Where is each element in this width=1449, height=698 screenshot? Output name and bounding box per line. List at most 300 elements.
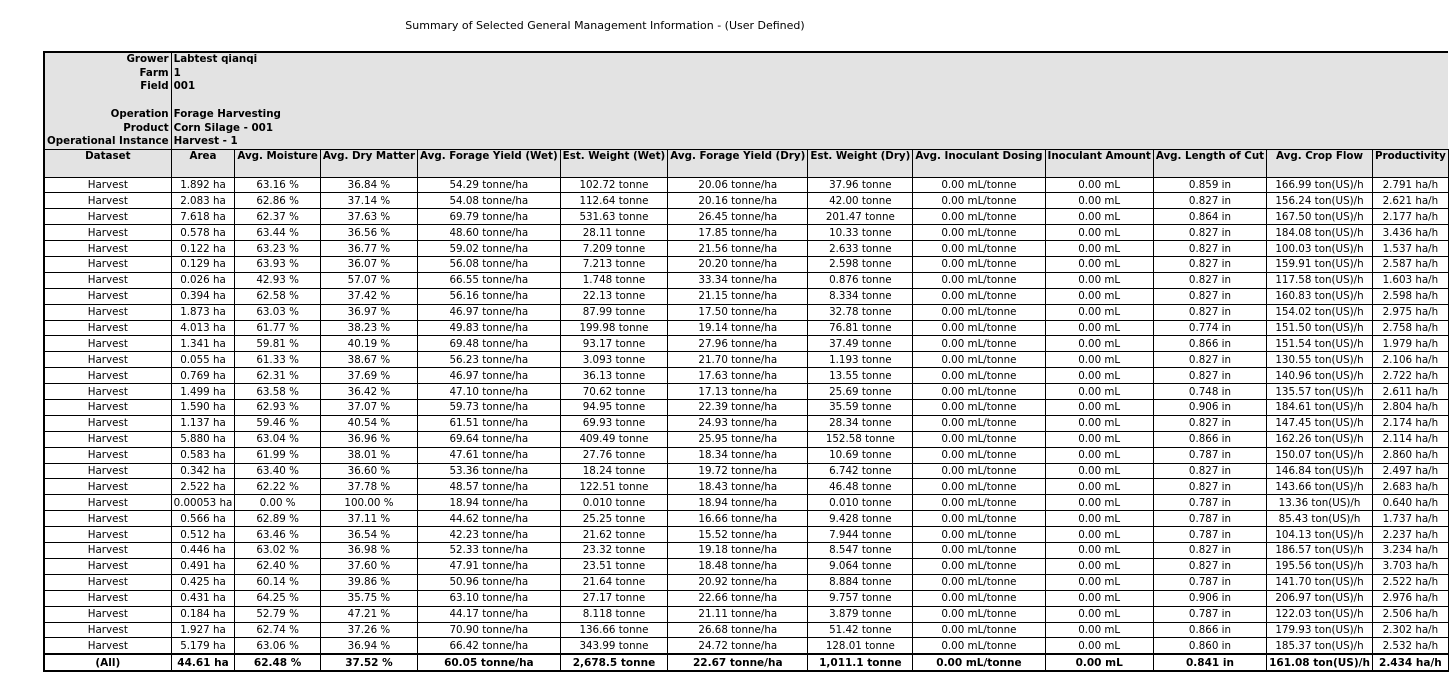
table-cell: 0.425 ha	[171, 574, 235, 590]
table-cell: 1.193 tonne	[808, 352, 913, 368]
table-cell: 0.00 mL	[1045, 304, 1153, 320]
table-cell: 36.07 %	[320, 257, 417, 273]
table-cell: 409.49 tonne	[560, 431, 668, 447]
table-cell: 2.177 ha/h	[1372, 209, 1448, 225]
table-cell: 2.114 ha/h	[1372, 431, 1448, 447]
table-cell: 0.00 mL/tonne	[913, 543, 1045, 559]
table-cell: 0.00 mL	[1045, 574, 1153, 590]
table-cell: 63.46 %	[235, 527, 320, 543]
table-row	[44, 225, 1448, 241]
table-row	[44, 590, 1448, 606]
table-cell: 53.36 tonne/ha	[418, 463, 561, 479]
table-cell: 0.010 tonne	[808, 495, 913, 511]
table-cell: Harvest	[44, 495, 171, 511]
table-cell: 38.67 %	[320, 352, 417, 368]
table-cell: 0.00 mL	[1045, 431, 1153, 447]
table-cell: 2.633 tonne	[808, 241, 913, 257]
table-cell: 20.92 tonne/ha	[668, 574, 808, 590]
table-cell: 7.944 tonne	[808, 527, 913, 543]
table-cell: 37.26 %	[320, 622, 417, 638]
table-row	[44, 241, 1448, 257]
table-cell: 52.33 tonne/ha	[418, 543, 561, 559]
table-cell: 13.36 ton(US)/h	[1267, 495, 1373, 511]
table-cell: 206.97 ton(US)/h	[1267, 590, 1373, 606]
table-cell: 136.66 tonne	[560, 622, 668, 638]
table-cell: 0.787 in	[1153, 527, 1266, 543]
table-cell: 60.14 %	[235, 574, 320, 590]
table-cell: 104.13 ton(US)/h	[1267, 527, 1373, 543]
table-cell: 0.00 mL	[1045, 590, 1153, 606]
table-cell: 63.03 %	[235, 304, 320, 320]
table-row	[44, 352, 1448, 368]
table-cell: 63.40 %	[235, 463, 320, 479]
table-cell: 2.174 ha/h	[1372, 415, 1448, 431]
table-cell: 0.769 ha	[171, 368, 235, 384]
table-cell: Harvest	[44, 384, 171, 400]
table-cell: 112.64 tonne	[560, 193, 668, 209]
info-value: 001	[171, 80, 1448, 94]
table-cell: 0.00 mL	[1045, 415, 1153, 431]
table-cell: 2.497 ha/h	[1372, 463, 1448, 479]
info-label: Operational Instance	[44, 135, 171, 149]
table-cell: 2.804 ha/h	[1372, 400, 1448, 416]
column-header: Area	[171, 149, 235, 177]
table-cell: 40.54 %	[320, 415, 417, 431]
table-cell: 0.787 in	[1153, 447, 1266, 463]
table-cell: 0.00 mL	[1045, 400, 1153, 416]
table-cell: 24.93 tonne/ha	[668, 415, 808, 431]
table-cell: 26.45 tonne/ha	[668, 209, 808, 225]
table-cell: 46.48 tonne	[808, 479, 913, 495]
table-cell: 47.61 tonne/ha	[418, 447, 561, 463]
total-row	[44, 654, 1448, 671]
table-cell: 15.52 tonne/ha	[668, 527, 808, 543]
table-cell: 0.00 mL/tonne	[913, 415, 1045, 431]
table-cell: 2.722 ha/h	[1372, 368, 1448, 384]
table-cell: 25.69 tonne	[808, 384, 913, 400]
table-cell: 21.62 tonne	[560, 527, 668, 543]
table-cell: 61.99 %	[235, 447, 320, 463]
table-row	[44, 543, 1448, 559]
table-cell: 36.84 %	[320, 177, 417, 193]
table-cell: 0.827 in	[1153, 272, 1266, 288]
table-cell: 85.43 ton(US)/h	[1267, 511, 1373, 527]
total-cell: 0.841 in	[1153, 654, 1266, 671]
table-cell: 87.99 tonne	[560, 304, 668, 320]
table-cell: 160.83 ton(US)/h	[1267, 288, 1373, 304]
info-row	[44, 135, 1448, 149]
table-cell: 18.48 tonne/ha	[668, 558, 808, 574]
total-cell: 37.52 %	[320, 654, 417, 671]
info-row	[44, 108, 1448, 122]
table-cell: 1.590 ha	[171, 400, 235, 416]
total-cell: 2,678.5 tonne	[560, 654, 668, 671]
table-cell: 19.72 tonne/ha	[668, 463, 808, 479]
table-cell: Harvest	[44, 606, 171, 622]
table-cell: 63.23 %	[235, 241, 320, 257]
table-cell: 0.774 in	[1153, 320, 1266, 336]
table-cell: 22.39 tonne/ha	[668, 400, 808, 416]
table-cell: 62.89 %	[235, 511, 320, 527]
table-cell: 0.827 in	[1153, 368, 1266, 384]
table-cell: 62.40 %	[235, 558, 320, 574]
table-cell: 63.44 %	[235, 225, 320, 241]
table-row	[44, 288, 1448, 304]
table-cell: 59.46 %	[235, 415, 320, 431]
table-cell: 36.77 %	[320, 241, 417, 257]
table-cell: 1.748 tonne	[560, 272, 668, 288]
table-cell: 0.827 in	[1153, 225, 1266, 241]
table-cell: 0.00 mL/tonne	[913, 177, 1045, 193]
table-cell: 8.884 tonne	[808, 574, 913, 590]
table-cell: 0.00 mL	[1045, 447, 1153, 463]
table-cell: 0.787 in	[1153, 574, 1266, 590]
info-label: Farm	[44, 67, 171, 81]
table-cell: 2.860 ha/h	[1372, 447, 1448, 463]
table-cell: 62.86 %	[235, 193, 320, 209]
table-cell: 66.42 tonne/ha	[418, 638, 561, 654]
table-cell: 0.00 mL	[1045, 527, 1153, 543]
table-cell: 166.99 ton(US)/h	[1267, 177, 1373, 193]
table-row	[44, 479, 1448, 495]
table-cell: 0.00 mL/tonne	[913, 352, 1045, 368]
table-cell: 3.879 tonne	[808, 606, 913, 622]
table-row	[44, 320, 1448, 336]
table-cell: Harvest	[44, 400, 171, 416]
table-row	[44, 527, 1448, 543]
table-cell: 0.00 mL	[1045, 606, 1153, 622]
table-cell: 195.56 ton(US)/h	[1267, 558, 1373, 574]
table-cell: 22.13 tonne	[560, 288, 668, 304]
table-cell: 33.34 tonne/ha	[668, 272, 808, 288]
table-cell: 0.578 ha	[171, 225, 235, 241]
table-cell: 150.07 ton(US)/h	[1267, 447, 1373, 463]
table-cell: 23.32 tonne	[560, 543, 668, 559]
table-cell: 0.859 in	[1153, 177, 1266, 193]
table-cell: 162.26 ton(US)/h	[1267, 431, 1373, 447]
table-cell: Harvest	[44, 479, 171, 495]
table-cell: 32.78 tonne	[808, 304, 913, 320]
info-block	[44, 52, 1448, 149]
table-cell: 0.00 mL/tonne	[913, 590, 1045, 606]
table-cell: 0.866 in	[1153, 336, 1266, 352]
table-cell: 1.979 ha/h	[1372, 336, 1448, 352]
total-cell: 60.05 tonne/ha	[418, 654, 561, 671]
table-cell: 0.446 ha	[171, 543, 235, 559]
table-cell: 94.95 tonne	[560, 400, 668, 416]
table-cell: 0.00 mL/tonne	[913, 638, 1045, 654]
table-cell: Harvest	[44, 511, 171, 527]
table-cell: 0.00 mL	[1045, 352, 1153, 368]
table-cell: 46.97 tonne/ha	[418, 368, 561, 384]
table-cell: 27.17 tonne	[560, 590, 668, 606]
table-cell: 2.302 ha/h	[1372, 622, 1448, 638]
table-cell: 0.00 mL/tonne	[913, 400, 1045, 416]
table-cell: 102.72 tonne	[560, 177, 668, 193]
table-cell: Harvest	[44, 368, 171, 384]
table-cell: 0.010 tonne	[560, 495, 668, 511]
table-cell: 0.00 mL/tonne	[913, 558, 1045, 574]
table-cell: 2.237 ha/h	[1372, 527, 1448, 543]
table-cell: 47.10 tonne/ha	[418, 384, 561, 400]
table-cell: Harvest	[44, 543, 171, 559]
table-cell: 2.106 ha/h	[1372, 352, 1448, 368]
table-cell: 151.50 ton(US)/h	[1267, 320, 1373, 336]
table-cell: 0.00 mL	[1045, 622, 1153, 638]
table-cell: 117.58 ton(US)/h	[1267, 272, 1373, 288]
column-header: Avg. Forage Yield (Wet)	[418, 149, 561, 177]
table-row	[44, 574, 1448, 590]
table-cell: 9.064 tonne	[808, 558, 913, 574]
table-cell: 154.02 ton(US)/h	[1267, 304, 1373, 320]
table-cell: 0.827 in	[1153, 558, 1266, 574]
table-cell: 0.860 in	[1153, 638, 1266, 654]
table-cell: 2.976 ha/h	[1372, 590, 1448, 606]
table-cell: 56.16 tonne/ha	[418, 288, 561, 304]
table-cell: Harvest	[44, 415, 171, 431]
table-cell: 0.00 mL/tonne	[913, 288, 1045, 304]
table-cell: 36.60 %	[320, 463, 417, 479]
table-cell: 0.00 mL	[1045, 320, 1153, 336]
column-header: Inoculant Amount	[1045, 149, 1153, 177]
table-row	[44, 384, 1448, 400]
table-cell: 8.547 tonne	[808, 543, 913, 559]
column-header: Est. Weight (Wet)	[560, 149, 668, 177]
table-row	[44, 400, 1448, 416]
table-row	[44, 209, 1448, 225]
table-cell: 0.827 in	[1153, 193, 1266, 209]
table-cell: 0.00 mL/tonne	[913, 622, 1045, 638]
table-cell: 47.91 tonne/ha	[418, 558, 561, 574]
table-cell: 122.03 ton(US)/h	[1267, 606, 1373, 622]
table-cell: 17.63 tonne/ha	[668, 368, 808, 384]
table-cell: 152.58 tonne	[808, 431, 913, 447]
total-cell: (All)	[44, 654, 171, 671]
info-row	[44, 121, 1448, 135]
table-cell: 143.66 ton(US)/h	[1267, 479, 1373, 495]
total-cell: 0.00 mL	[1045, 654, 1153, 671]
table-cell: Harvest	[44, 574, 171, 590]
table-cell: 1.892 ha	[171, 177, 235, 193]
table-cell: 0.00 mL/tonne	[913, 209, 1045, 225]
table-cell: 0.00 mL	[1045, 368, 1153, 384]
table-cell: 0.342 ha	[171, 463, 235, 479]
table-cell: 0.827 in	[1153, 479, 1266, 495]
table-cell: 0.00 mL/tonne	[913, 574, 1045, 590]
table-cell: 0.00 mL/tonne	[913, 193, 1045, 209]
table-cell: 159.91 ton(US)/h	[1267, 257, 1373, 273]
table-cell: 36.54 %	[320, 527, 417, 543]
table-cell: 0.00 mL/tonne	[913, 272, 1045, 288]
table-cell: 0.026 ha	[171, 272, 235, 288]
table-cell: Harvest	[44, 257, 171, 273]
table-cell: 0.00 mL	[1045, 193, 1153, 209]
table-cell: 23.51 tonne	[560, 558, 668, 574]
column-header: Dataset	[44, 149, 171, 177]
total-cell: 161.08 ton(US)/h	[1267, 654, 1373, 671]
column-header-row	[44, 149, 1448, 177]
table-cell: Harvest	[44, 352, 171, 368]
info-label: Product	[44, 121, 171, 135]
table-cell: 156.24 ton(US)/h	[1267, 193, 1373, 209]
table-row	[44, 193, 1448, 209]
table-cell: 122.51 tonne	[560, 479, 668, 495]
table-cell: 0.00 mL/tonne	[913, 336, 1045, 352]
table-cell: 6.742 tonne	[808, 463, 913, 479]
info-label: Field	[44, 80, 171, 94]
table-cell: 0.00 mL/tonne	[913, 225, 1045, 241]
table-cell: 2.975 ha/h	[1372, 304, 1448, 320]
table-cell: 0.122 ha	[171, 241, 235, 257]
table-cell: 9.428 tonne	[808, 511, 913, 527]
info-row	[44, 94, 1448, 108]
info-row	[44, 52, 1448, 67]
table-cell: 38.01 %	[320, 447, 417, 463]
table-cell: 50.96 tonne/ha	[418, 574, 561, 590]
table-cell: 62.31 %	[235, 368, 320, 384]
table-cell: 0.00 mL	[1045, 558, 1153, 574]
table-cell: 3.436 ha/h	[1372, 225, 1448, 241]
table-cell: 17.85 tonne/ha	[668, 225, 808, 241]
table-cell: Harvest	[44, 638, 171, 654]
table-cell: 19.18 tonne/ha	[668, 543, 808, 559]
table-cell: 1.499 ha	[171, 384, 235, 400]
table-cell: 54.08 tonne/ha	[418, 193, 561, 209]
table-cell: 130.55 ton(US)/h	[1267, 352, 1373, 368]
report-title: Summary of Selected General Management Information - (User Defined)	[405, 19, 805, 32]
column-header: Avg. Forage Yield (Dry)	[668, 149, 808, 177]
table-cell: 0.00 mL/tonne	[913, 527, 1045, 543]
table-cell: 0.00 mL	[1045, 272, 1153, 288]
table-cell: 62.74 %	[235, 622, 320, 638]
table-cell: 186.57 ton(US)/h	[1267, 543, 1373, 559]
table-cell: 21.56 tonne/ha	[668, 241, 808, 257]
table-cell: 100.03 ton(US)/h	[1267, 241, 1373, 257]
table-cell: 0.00 mL	[1045, 384, 1153, 400]
table-cell: 36.94 %	[320, 638, 417, 654]
table-cell: 0.00 mL/tonne	[913, 606, 1045, 622]
table-cell: 2.791 ha/h	[1372, 177, 1448, 193]
table-cell: 25.95 tonne/ha	[668, 431, 808, 447]
table-cell: 0.184 ha	[171, 606, 235, 622]
table-row	[44, 495, 1448, 511]
table-cell: 42.00 tonne	[808, 193, 913, 209]
table-row	[44, 415, 1448, 431]
table-cell: Harvest	[44, 558, 171, 574]
table-cell: 10.69 tonne	[808, 447, 913, 463]
table-cell: 2.683 ha/h	[1372, 479, 1448, 495]
table-row	[44, 638, 1448, 654]
table-cell: 63.16 %	[235, 177, 320, 193]
table-cell: 13.55 tonne	[808, 368, 913, 384]
table-cell: 0.827 in	[1153, 241, 1266, 257]
table-cell: 2.598 ha/h	[1372, 288, 1448, 304]
table-cell: 38.23 %	[320, 320, 417, 336]
total-cell: 44.61 ha	[171, 654, 235, 671]
table-cell: 167.50 ton(US)/h	[1267, 209, 1373, 225]
total-cell: 1,011.1 tonne	[808, 654, 913, 671]
table-cell: 59.02 tonne/ha	[418, 241, 561, 257]
table-cell: 48.57 tonne/ha	[418, 479, 561, 495]
table-cell: 1.341 ha	[171, 336, 235, 352]
table-cell: Harvest	[44, 447, 171, 463]
column-header: Avg. Crop Flow	[1267, 149, 1373, 177]
table-cell: 2.587 ha/h	[1372, 257, 1448, 273]
table-row	[44, 463, 1448, 479]
table-cell: 20.06 tonne/ha	[668, 177, 808, 193]
table-row	[44, 622, 1448, 638]
table-cell: 40.19 %	[320, 336, 417, 352]
table-cell: 0.748 in	[1153, 384, 1266, 400]
table-cell: 36.42 %	[320, 384, 417, 400]
table-cell: 9.757 tonne	[808, 590, 913, 606]
table-cell: 0.827 in	[1153, 288, 1266, 304]
table-cell: 5.880 ha	[171, 431, 235, 447]
table-cell: 54.29 tonne/ha	[418, 177, 561, 193]
table-cell: Harvest	[44, 463, 171, 479]
table-cell: 128.01 tonne	[808, 638, 913, 654]
table-cell: 49.83 tonne/ha	[418, 320, 561, 336]
table-cell: 16.66 tonne/ha	[668, 511, 808, 527]
table-cell: 0.827 in	[1153, 463, 1266, 479]
table-cell: 48.60 tonne/ha	[418, 225, 561, 241]
table-cell: 7.213 tonne	[560, 257, 668, 273]
table-cell: 0.00 mL	[1045, 257, 1153, 273]
table-cell: 10.33 tonne	[808, 225, 913, 241]
table-cell: 64.25 %	[235, 590, 320, 606]
table-row	[44, 304, 1448, 320]
table-cell: 18.94 tonne/ha	[418, 495, 561, 511]
table-cell: 28.34 tonne	[808, 415, 913, 431]
column-header: Avg. Inoculant Dosing	[913, 149, 1045, 177]
table-cell: 17.50 tonne/ha	[668, 304, 808, 320]
table-cell: 0.827 in	[1153, 304, 1266, 320]
table-cell: 0.00 mL	[1045, 336, 1153, 352]
table-cell: 0.512 ha	[171, 527, 235, 543]
table-cell: 18.24 tonne	[560, 463, 668, 479]
data-rows	[44, 177, 1448, 654]
table-cell: 0.00 mL	[1045, 177, 1153, 193]
table-cell: 0.00 mL	[1045, 209, 1153, 225]
table-cell: 0.876 tonne	[808, 272, 913, 288]
total-cell: 0.00 mL/tonne	[913, 654, 1045, 671]
table-cell: 0.00 mL/tonne	[913, 368, 1045, 384]
table-cell: 0.00 %	[235, 495, 320, 511]
table-cell: 8.118 tonne	[560, 606, 668, 622]
table-cell: 20.20 tonne/ha	[668, 257, 808, 273]
table-cell: 63.02 %	[235, 543, 320, 559]
table-cell: 2.522 ha	[171, 479, 235, 495]
table-cell: 0.00 mL/tonne	[913, 320, 1045, 336]
table-cell: 3.234 ha/h	[1372, 543, 1448, 559]
table-cell: 0.827 in	[1153, 352, 1266, 368]
table-cell: 36.98 %	[320, 543, 417, 559]
table-cell: 201.47 tonne	[808, 209, 913, 225]
table-row	[44, 272, 1448, 288]
table-cell: Harvest	[44, 272, 171, 288]
table-cell: 57.07 %	[320, 272, 417, 288]
total-cell: 2.434 ha/h	[1372, 654, 1448, 671]
table-cell: 0.583 ha	[171, 447, 235, 463]
table-cell: 63.10 tonne/ha	[418, 590, 561, 606]
table-cell: 21.15 tonne/ha	[668, 288, 808, 304]
table-cell: Harvest	[44, 431, 171, 447]
table-cell: 62.93 %	[235, 400, 320, 416]
table-row	[44, 368, 1448, 384]
table-cell: 0.00 mL	[1045, 225, 1153, 241]
table-cell: Harvest	[44, 193, 171, 209]
column-header: Avg. Moisture	[235, 149, 320, 177]
